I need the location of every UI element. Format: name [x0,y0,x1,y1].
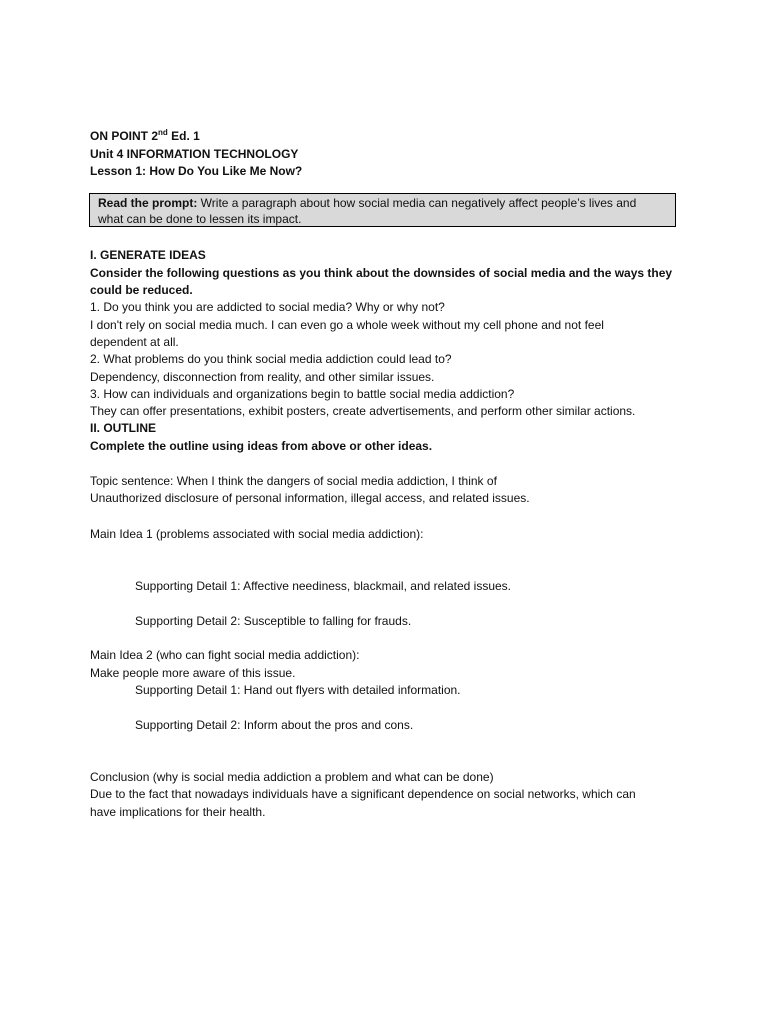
generate-instruction-line-2: could be reduced. [90,283,193,297]
generate-ideas-heading: I. GENERATE IDEAS [90,248,206,262]
prompt-text-1: Write a paragraph about how social media can negatively affect people’s lives and [197,196,637,210]
outline-heading: II. OUTLINE [90,421,156,435]
topic-sentence-line-2: Unauthorized disclosure of personal information, illegal access, and related issues. [90,491,530,505]
course-title [90,128,200,144]
main-idea-2-detail-1: Supporting Detail 1: Hand out flyers with detailed information. [135,683,461,697]
question-2: 2. What problems do you think social media addiction could lead to? [90,352,452,366]
prompt-box [89,193,676,227]
prompt-label: Read the prompt: [98,196,198,210]
answer-1-line-2: dependent at all. [90,335,179,349]
question-3: 3. How can individuals and organizations begin to battle social media addiction? [90,387,515,401]
course-title-superscript: nd [158,128,168,137]
main-idea-1-detail-2: Supporting Detail 2: Susceptible to falling for frauds. [135,614,412,628]
answer-2: Dependency, disconnection from reality, and other similar issues. [90,370,435,384]
course-title-main: ON POINT 2 [90,129,159,143]
main-idea-2-detail-2: Supporting Detail 2: Inform about the pros and cons. [135,718,414,732]
main-idea-2: Main Idea 2 (who can fight social media addiction): [90,648,360,662]
lesson-title: Lesson 1: How Do You Like Me Now? [90,164,303,178]
unit-title: Unit 4 INFORMATION TECHNOLOGY [90,147,299,161]
course-title-edition: Ed. 1 [167,129,200,143]
topic-sentence-line-1: Topic sentence: When I think the dangers of social media addiction, I think of [90,474,497,488]
prompt-line-2: what can be done to lessen its impact. [98,212,302,226]
answer-3: They can offer presentations, exhibit posters, create advertisements, and perform other similar actions. [90,404,636,418]
conclusion-line-1: Due to the fact that nowadays individuals have a significant dependence on social networks, which can [90,787,636,801]
generate-instruction-line-1: Consider the following questions as you think about the downsides of social media and the ways they [90,266,673,280]
question-1: 1. Do you think you are addicted to social media? Why or why not? [90,300,445,314]
main-idea-1-detail-1: Supporting Detail 1: Affective neediness, blackmail, and related issues. [135,579,511,593]
outline-instruction: Complete the outline using ideas from above or other ideas. [90,439,433,453]
conclusion-prompt: Conclusion (why is social media addiction a problem and what can be done) [90,770,494,784]
prompt-line-1 [98,195,636,211]
answer-1-line-1: I don't rely on social media much. I can even go a whole week without my cell phone and not feel [90,318,604,332]
conclusion-line-2: have implications for their health. [90,805,266,819]
main-idea-1: Main Idea 1 (problems associated with social media addiction): [90,527,424,541]
main-idea-2-answer: Make people more aware of this issue. [90,666,296,680]
